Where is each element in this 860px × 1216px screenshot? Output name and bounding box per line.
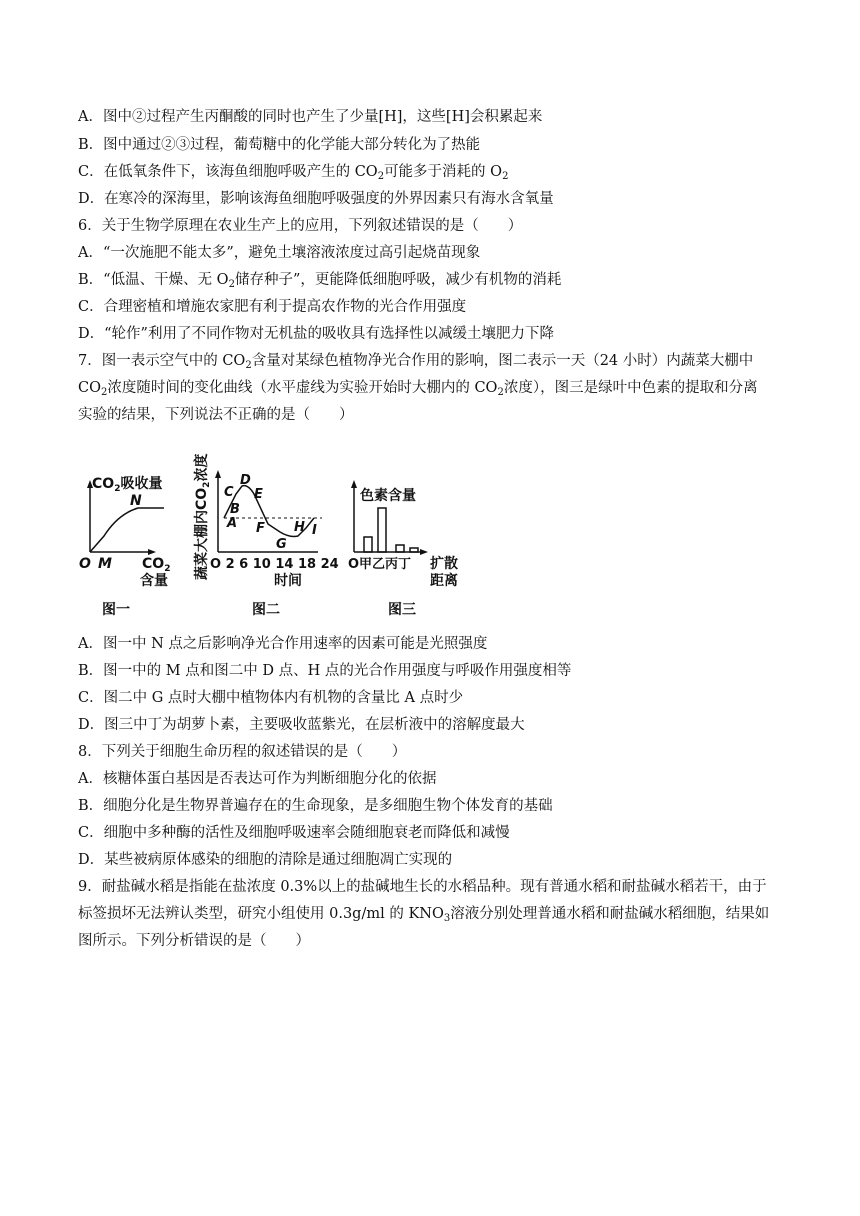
figure-three (348, 480, 458, 618)
fig2-point-a: A (227, 516, 238, 531)
q8-option-d: D．某些被病原体感染的细胞的清除是通过细胞凋亡实现的 (78, 852, 453, 868)
fig1-point-n: N (130, 493, 142, 509)
fig2-point-g: G (276, 537, 287, 552)
fig3-xlabel-bottom: 距离 (430, 573, 458, 589)
q7-option-d: D．图三中丁为胡萝卜素，主要吸收蓝紫光，在层析液中的溶解度最大 (78, 717, 525, 733)
fig2-point-i: I (312, 523, 317, 538)
q7-stem-1: 7．图一表示空气中的 $CO_2$含量对某绿色植物净光合作用的影响，图二表示一天（24 小时）内蔬菜大棚中 (78, 353, 754, 371)
q9-stem-3: 图所示。下列分析错误的是（ ） (78, 933, 310, 949)
q6-option-d: D．“轮作”利用了不同作物对无机盐的吸收具有选择性以减缓土壤肥力下降 (78, 326, 554, 342)
q8-option-b: B．细胞分化是生物界普遍存在的生命现象，是多细胞生物个体发育的基础 (78, 798, 553, 814)
q5-option-d: D．在寒冷的深海里，影响该海鱼细胞呼吸强度的外界因素只有海水含氧量 (78, 191, 554, 207)
q8-option-a: A．核糖体蛋白基因是否表达可作为判断细胞分化的依据 (78, 771, 437, 787)
q9-stem-1: 9．耐盐碱水稻是指能在盐浓度 0.3%以上的盐碱地生长的水稻品种。现有普通水稻和耐盐碱水稻若干，由于 (78, 879, 767, 895)
q6-option-c: C．合理密植和增施农家肥有利于提高农作物的光合作用强度 (78, 299, 467, 315)
fig2-ylabel: 蔬菜大棚内$CO_2$浓度 (194, 453, 212, 580)
q9-stem-2: 标签损坏无法辨认类型，研究小组使用 0.3g/ml 的 $KNO_3$溶液分别处理普通水稻和耐盐碱水稻细胞，结果如 (78, 906, 770, 924)
q6-option-b: B．“低温、干燥、无 $O_2$储存种子”，更能降低细胞呼吸，减少有机物的消耗 (78, 272, 562, 290)
q5-option-c: C．在低氧条件下，该海鱼细胞呼吸产生的 $CO_2$可能多于消耗的 $O_2$ (78, 164, 509, 182)
fig2-point-c: C (224, 485, 234, 500)
fig2-point-b: B (230, 502, 240, 517)
q7-stem-3: 实验的结果，下列说法不正确的是（ ） (78, 407, 354, 423)
q7-figure-svg (78, 428, 478, 618)
q5-option-a: A．图中②过程产生丙酮酸的同时也产生了少量[H]，这些[H]会积累起来 (78, 109, 543, 125)
q5-option-b: B．图中通过②③过程，葡萄糖中的化学能大部分转化为了热能 (78, 137, 481, 153)
q7-option-c: C．图二中 G 点时大棚中植物体内有机物的含量比 A 点时少 (78, 690, 464, 706)
fig2-point-e: E (254, 487, 263, 502)
fig2-point-d: D (240, 473, 251, 488)
fig3-bar-bing (396, 545, 404, 552)
fig1-origin: O (79, 556, 91, 572)
fig1-xlabel-top: $CO_2$ (142, 556, 171, 574)
q7-stem-2: $CO_2$浓度随时间的变化曲线（水平虚线为实验开始时大棚内的 $CO_2$浓度），图三是绿叶中色素的提取和分离 (78, 380, 758, 398)
fig3-bar-yi (378, 508, 386, 552)
fig2-point-h: H (294, 520, 305, 535)
fig3-xlabel-top: 扩散 (430, 556, 458, 572)
fig3-xticks: O甲乙丙丁 (348, 557, 412, 572)
fig1-caption: 图一 (102, 602, 130, 618)
q6-stem: 6．关于生物学原理在农业生产上的应用，下列叙述错误的是（ ） (78, 218, 523, 234)
fig1-ylabel: $CO_2$吸收量 (92, 476, 163, 494)
fig3-bar-jia (364, 537, 372, 552)
fig3-caption: 图三 (388, 602, 416, 618)
figure-one (79, 475, 170, 618)
q7-figure (78, 428, 478, 618)
fig3-bar-ding (410, 548, 418, 552)
q7-option-a: A．图一中 N 点之后影响净光合作用速率的因素可能是光照强度 (78, 636, 488, 652)
q8-stem: 8．下列关于细胞生命历程的叙述错误的是（ ） (78, 744, 407, 760)
fig2-point-f: F (256, 521, 265, 536)
fig2-xticks: O 2 6 10 14 18 24 (210, 557, 339, 572)
fig2-caption: 图二 (252, 602, 280, 618)
fig3-ylabel: 色素含量 (360, 488, 416, 504)
q6-option-a: A．“一次施肥不能太多”，避免土壤溶液浓度过高引起烧苗现象 (78, 245, 481, 261)
fig2-xlabel: 时间 (274, 573, 302, 589)
fig1-xlabel-bottom: 含量 (140, 573, 168, 589)
fig1-point-m: M (98, 556, 112, 572)
q8-option-c: C．细胞中多种酶的活性及细胞呼吸速率会随细胞衰老而降低和减慢 (78, 825, 510, 841)
figure-two (193, 454, 339, 618)
q7-option-b: B．图一中的 M 点和图二中 D 点、H 点的光合作用强度与呼吸作用强度相等 (78, 663, 572, 679)
